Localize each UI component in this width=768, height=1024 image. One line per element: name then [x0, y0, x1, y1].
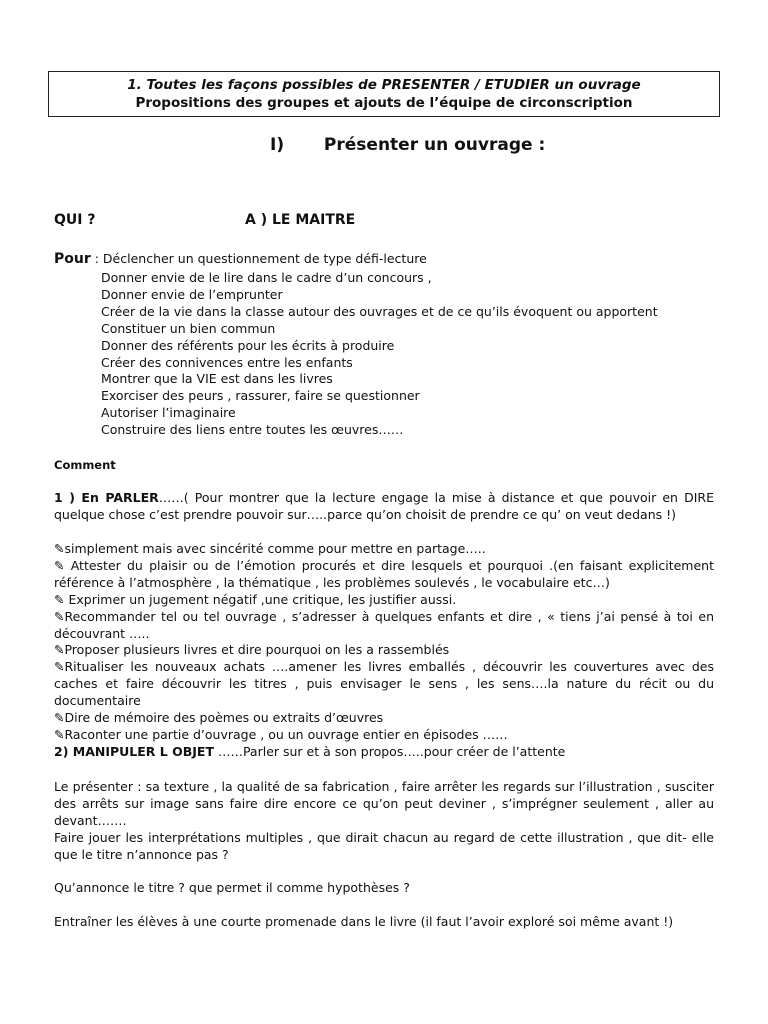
list-item: ✎ Exprimer un jugement négatif ,une critique, les justifier aussi.	[54, 591, 457, 607]
list-item: ✎Recommander tel ou tel ouvrage , s’adresser à quelques enfants et dire , « tiens j’ai pensé à toi en découvrant …..	[54, 608, 714, 641]
list-item: Construire des liens entre toutes les œuvres……	[101, 422, 404, 438]
qui-label: QUI ?	[54, 212, 96, 228]
list-item: Créer de la vie dans la classe autour des ouvrages et de ce qu’ils évoquent ou apportent	[101, 303, 658, 319]
parler-heading: 1 ) En PARLER	[54, 490, 159, 505]
manipuler-text: ……Parler sur et à son propos…..pour créer de l’attente	[213, 744, 566, 759]
list-item: Créer des connivences entre les enfants	[101, 354, 353, 370]
pencil-icon: ✎	[54, 642, 65, 658]
title-box	[48, 71, 720, 117]
pencil-icon: ✎	[54, 608, 65, 624]
list-item: ✎Ritualiser les nouveaux achats ….amener les livres emballés , découvrir les couvertures avec des caches et faire découvrir les titres , puis envisager le sens , les sens….la nature du récit ou du documentaire	[54, 659, 714, 709]
paragraph: Faire jouer les interprétations multiples , que dirait chacun au regard de cette illustration , que dit- elle que le titre n’annonce pas ?	[54, 830, 714, 862]
pencil-icon: ✎	[54, 557, 65, 573]
pencil-icon: ✎	[54, 659, 65, 675]
list-item: Constituer un bien commun	[101, 320, 276, 336]
pencil-icon: ✎	[54, 710, 65, 726]
list-item: ✎ Attester du plaisir ou de l’émotion procurés et dire lesquels et pourquoi .(en faisant explicitement référence à l’atmosphère , la thématique , les problèmes soulevés , le vocabulaire etc…)	[54, 557, 714, 590]
list-item: Donner envie de l’emprunter	[101, 286, 283, 302]
section-title: Présenter un ouvrage :	[323, 135, 546, 155]
parler-paragraph	[54, 490, 714, 524]
paragraph: Qu’annonce le titre ? que permet il comme hypothèses ?	[54, 880, 410, 895]
section-number: I)	[270, 135, 285, 155]
maitre-heading: A ) LE MAITRE	[245, 212, 356, 228]
pour-line	[54, 251, 427, 267]
title-line-1: 1. Toutes les façons possibles de PRESENTER / ETUDIER un ouvrage	[127, 77, 641, 93]
list-item: ✎Dire de mémoire des poèmes ou extraits d’œuvres	[54, 710, 384, 726]
pour-label: Pour	[54, 251, 91, 267]
paragraph: Entraîner les élèves à une courte promenade dans le livre (il faut l’avoir exploré soi même avant !)	[54, 914, 674, 929]
manipuler-heading: 2) MANIPULER L OBJET	[54, 744, 214, 759]
pencil-icon: ✎	[54, 726, 65, 742]
parler-text: ……( Pour montrer que la lecture engage la mise à distance et que pouvoir en DIRE quelque chose c’est prendre pouvoir sur…..parce qu’on choisit de prendre ce qu’ on veut dedans !)	[54, 490, 714, 522]
paragraph: Le présenter : sa texture , la qualité de sa fabrication , faire arrêter les regards sur l’illustration , susciter des arrêts sur image sans faire dire encore ce qu’on peut deviner , s’imprégner seulement , aller au devant…….	[54, 779, 714, 828]
list-item: Donner des référents pour les écrits à produire	[101, 337, 395, 353]
list-item: Autoriser l’imaginaire	[101, 405, 236, 421]
list-item: Donner envie de le lire dans le cadre d’un concours ,	[101, 270, 432, 285]
list-item: ✎simplement mais avec sincérité comme pour mettre en partage…..	[54, 541, 486, 556]
pour-first-item: : Déclencher un questionnement de type défi-lecture	[94, 251, 427, 266]
list-item: ✎Proposer plusieurs livres et dire pourquoi on les a rassemblés	[54, 642, 450, 658]
pour-list	[101, 270, 658, 439]
comment-heading: Comment	[54, 458, 116, 472]
section-heading	[270, 135, 545, 155]
pencil-icon: ✎	[54, 541, 65, 556]
parler-bullets	[54, 541, 714, 744]
list-item: Montrer que la VIE est dans les livres	[101, 371, 333, 387]
pencil-icon: ✎	[54, 591, 65, 607]
list-item: Exorciser des peurs , rassurer, faire se questionner	[101, 388, 420, 404]
list-item: ✎Raconter une partie d’ouvrage , ou un ouvrage entier en épisodes ……	[54, 726, 508, 742]
title-line-2: Propositions des groupes et ajouts de l’équipe de circonscription	[135, 95, 633, 111]
manipuler-paragraph	[54, 744, 714, 761]
